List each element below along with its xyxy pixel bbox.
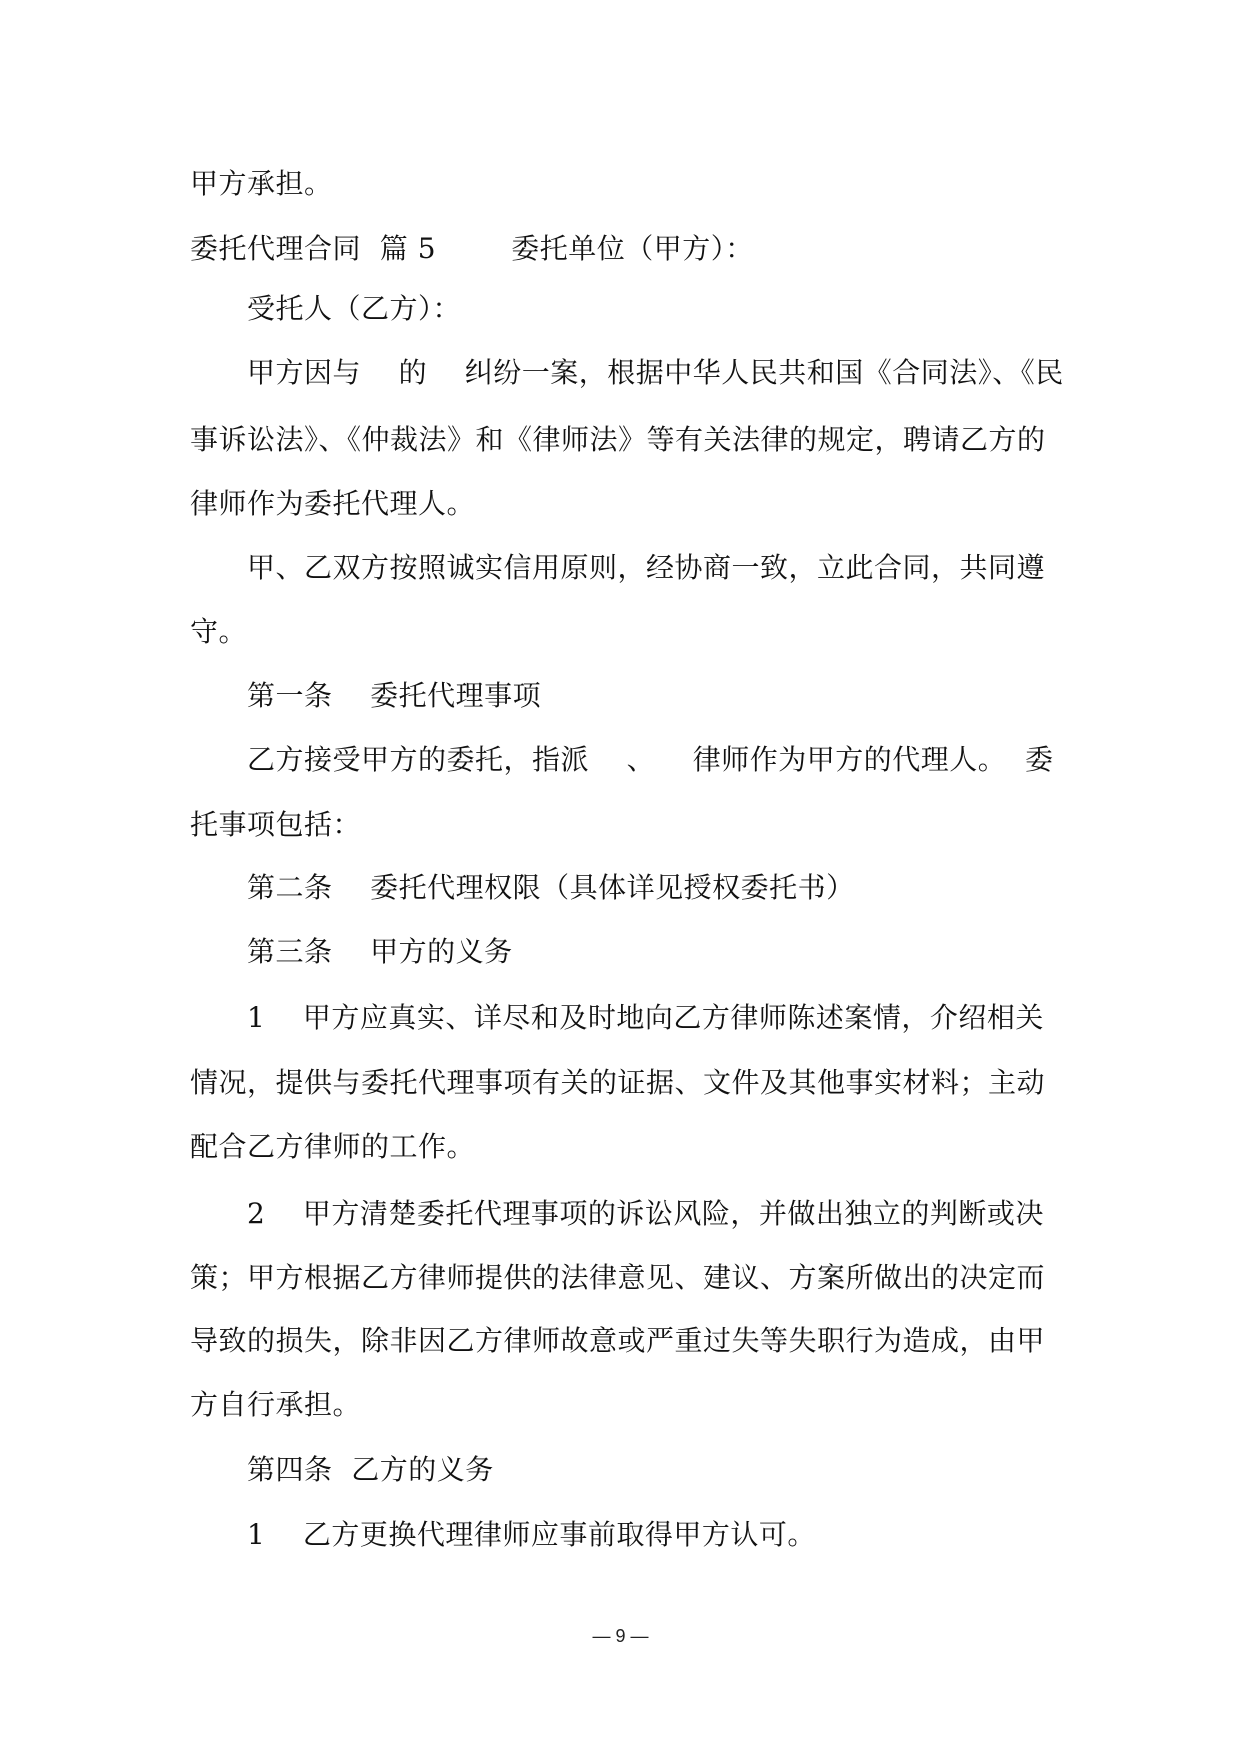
text-line: 甲、乙双方按照诚实信用原则，经协商一致，立此合同，共同遵: [247, 551, 1046, 584]
text-line: 1 甲方应真实、详尽和及时地向乙方律师陈述案情，介绍相关: [247, 1001, 1044, 1034]
article-heading: 第二条 委托代理权限（具体详见授权委托书）: [247, 871, 855, 904]
page-number: — 9 —: [592, 1626, 649, 1646]
text-line: 导致的损失，除非因乙方律师故意或严重过失等失职行为造成，由甲: [190, 1324, 1046, 1357]
text-line: 受托人（乙方）：: [247, 292, 462, 325]
text-line: 守。: [190, 615, 248, 648]
text-line: 策；甲方根据乙方律师提供的法律意见、建议、方案所做出的决定而: [190, 1261, 1046, 1294]
text-line: 乙方接受甲方的委托，指派 、 律师作为甲方的代理人。 委: [247, 743, 1054, 776]
text-line: 甲方承担。: [190, 167, 333, 200]
text-line: 2 甲方清楚委托代理事项的诉讼风险，并做出独立的判断或决: [247, 1197, 1044, 1230]
text-line: 1 乙方更换代理律师应事前取得甲方认可。: [247, 1518, 816, 1551]
text-line: 情况，提供与委托代理事项有关的证据、文件及其他事实材料；主动: [190, 1066, 1046, 1099]
text-line: 托事项包括：: [190, 808, 362, 841]
text-line: 律师作为委托代理人。: [190, 487, 476, 520]
article-heading: 第一条 委托代理事项: [247, 679, 542, 712]
article-heading: 第三条 甲方的义务: [247, 935, 513, 968]
text-line: 配合乙方律师的工作。: [190, 1130, 476, 1163]
text-line: 事诉讼法》、《仲裁法》和《律师法》等有关法律的规定，聘请乙方的: [190, 423, 1046, 456]
section-heading: 委托代理合同 篇 5 委托单位（甲方）：: [190, 232, 754, 265]
article-heading: 第四条 乙方的义务: [247, 1453, 494, 1486]
text-line: 甲方因与 的 纠纷一案，根据中华人民共和国《合同法》、《民: [247, 356, 1064, 389]
text-line: 方自行承担。: [190, 1388, 362, 1421]
